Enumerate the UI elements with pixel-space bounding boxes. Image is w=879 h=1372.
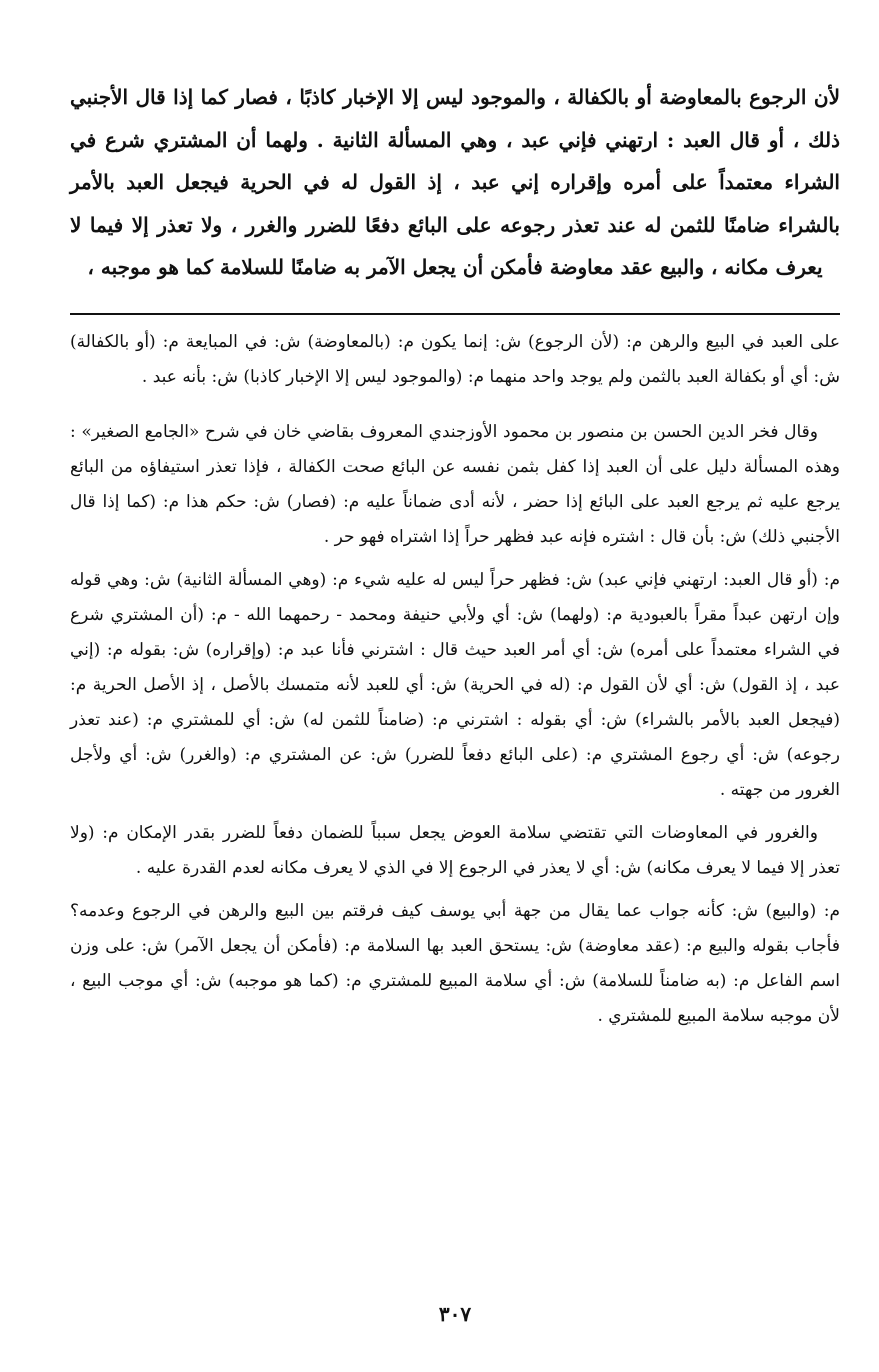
commentary — [70, 325, 840, 1034]
page-number: ٣٠٧ — [438, 1302, 472, 1326]
commentary-paragraph-5: م: (والبيع) ش: كأنه جواب عما يقال من جهة أبي يوسف كيف فرقتم بين البيع والرهن في الرجوع وعدمه؟ فأجاب بقوله والبيع م: (عقد معاوضة) ش: يستحق العبد بها السلامة م: (فأمكن أن يجعل الآمر) ش: على وزن اسم الفاعل م: (به ضامناً للسلامة) ش: أي سلامة المبيع للمشتري م: (كما هو موجبه) ش: أي موجب البيع ، لأن موجبه سلامة المبيع للمشتري . — [70, 901, 840, 1026]
footnote-divider — [70, 313, 840, 315]
commentary-paragraph-2: وقال فخر الدين الحسن بن منصور بن محمود الأوزجندي المعروف بقاضي خان في شرح «الجامع الصغير» : وهذه المسألة دليل على أن العبد إذا كفل بثمن نفسه عن البائع صحت الكفالة ، فإذا تعذر استيفاؤه من البائع يرجع عليه ثم يرجع العبد على البائع إذا حضر ، لأنه أدى ضماناً عليه م: (فصار) ش: حكم هذا م: (كما إذا قال الأجنبي ذلك) ش: بأن قال : اشتره فإنه عبد فظهر حراً إذا اشتراه فهو حر . — [70, 422, 840, 547]
commentary-paragraph-1: على العبد في البيع والرهن م: (لأن الرجوع) ش: إنما يكون م: (بالمعاوضة) ش: في المبايعة م: (أو بالكفالة) ش: أي أو بكفالة العبد بالثمن ولم يوجد واحد منهما م: (والموجود ليس إلا الإخبار كاذبا) ش: بأنه عبد . — [70, 332, 840, 387]
commentary-paragraph-3: م: (أو قال العبد: ارتهني فإني عبد) ش: فظهر حراً ليس له عليه شيء م: (وهي المسألة الثانية) ش: وهي قوله وإن ارتهن عبداً مقراً بالعبودية م: (ولهما) ش: أي ولأبي حنيفة ومحمد - رحمهما الله - م: (أن المشتري شرع في الشراء معتمداً على أمره) ش: أي أمر العبد حيث قال : اشترني فأنا عبد م: (وإقراره) ش: بقوله م: (إني عبد ، إذ القول) ش: أي لأن القول م: (له في الحرية) ش: أي للعبد لأنه متمسك بالأصل ، إذ الأصل الحرية م: (فيجعل العبد بالأمر بالشراء) ش: أي بقوله : اشترني م: (ضامناً للثمن له) ش: أي للمشتري م: (عند تعذر رجوعه) ش: أي رجوع المشتري م: (على البائع دفعاً للضرر) ش: عن المشتري م: (والغرر) ش: أي ولأجل الغرور من جهته . — [70, 570, 841, 800]
commentary-paragraph-4: والغرور في المعاوضات التي تقتضي سلامة العوض يجعل سبباً للضمان دفعاً للضرر بقدر الإمكان م: (ولا تعذر إلا فيما لا يعرف مكانه) ش: أي لا يعذر في الرجوع إلا في الذي لا يعرف مكانه لعدم القدرة عليه . — [70, 823, 840, 878]
main-text: لأن الرجوع بالمعاوضة أو بالكفالة ، والموجود ليس إلا الإخبار كاذبًا ، فصار كما إذا قال الأجنبي ذلك ، أو قال العبد : ارتهني فإني عبد ، وهي المسألة الثانية . ولهما أن المشتري شرع في الشراء معتمداً على أمره وإقراره إني عبد ، إذ القول له في الحرية فيجعل العبد بالأمر بالشراء ضامنًا للثمن له عند تعذر رجوعه على البائع دفعًا للضرر والغرر ، ولا تعذر إلا فيما لا يعرف مكانه ، والبيع عقد معاوضة فأمكن أن يجعل الآمر به ضامنًا للسلامة كما هو موجبه ، — [70, 85, 840, 279]
